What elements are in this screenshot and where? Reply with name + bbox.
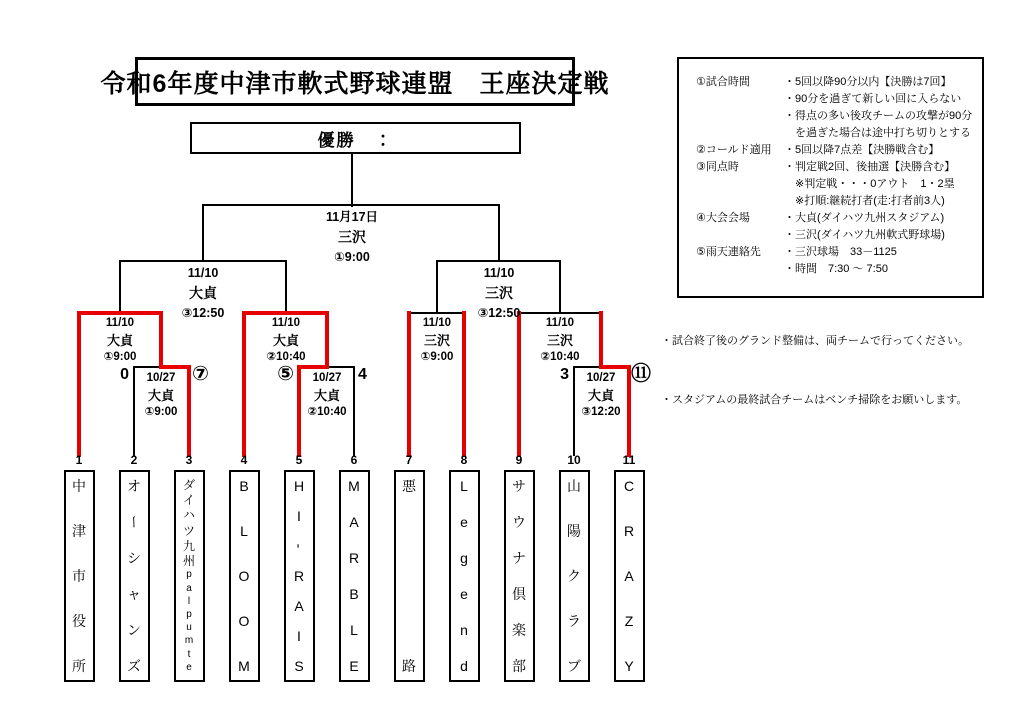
team-name-char: ナ bbox=[512, 550, 526, 566]
match-date: 10/27 bbox=[146, 372, 176, 384]
match-venue: 三沢 bbox=[485, 285, 513, 301]
score-game2-left: ⑤ bbox=[277, 363, 294, 385]
team-name-char: l bbox=[187, 595, 191, 607]
team-name-char: I bbox=[297, 508, 301, 524]
team-name-char: I bbox=[297, 628, 301, 644]
bracket-line bbox=[351, 152, 353, 207]
advance-line bbox=[517, 311, 521, 457]
team-name-char: m bbox=[184, 635, 194, 647]
bracket-line bbox=[436, 260, 438, 314]
team-name-char: 陽 bbox=[567, 523, 581, 539]
score-game2-right: 4 bbox=[358, 366, 367, 383]
team-column-10 bbox=[559, 452, 590, 682]
rule-line: ・得点の多い後攻チームの攻撃が90分 bbox=[784, 110, 973, 122]
bracket-line bbox=[285, 260, 287, 314]
advance-line bbox=[462, 311, 466, 457]
team-name-char: L bbox=[460, 478, 468, 494]
team-name-char: ラ bbox=[567, 613, 581, 629]
rule-label: ④大会会場 bbox=[696, 212, 750, 224]
team-name-char: n bbox=[460, 622, 468, 638]
team-seed: 1 bbox=[75, 453, 83, 467]
bracket-line bbox=[326, 366, 355, 368]
note-bench-cleaning: ・スタジアムの最終試合チームはベンチ掃除をお願いします。 bbox=[661, 394, 968, 406]
team-name-char: 倶 bbox=[512, 586, 526, 602]
bracket-line bbox=[559, 260, 561, 314]
match-date: 11/10 bbox=[422, 317, 452, 329]
team-name-char: サ bbox=[512, 478, 526, 494]
quarterfinal-4-label bbox=[540, 315, 579, 366]
team-name-char: ダ bbox=[182, 478, 195, 492]
rule-values bbox=[784, 74, 976, 142]
team-name-char: u bbox=[186, 622, 192, 634]
team-name-char: ブ bbox=[567, 658, 581, 674]
team-name-char: 路 bbox=[402, 658, 416, 674]
team-name-box bbox=[64, 470, 95, 682]
match-time: ③12:20 bbox=[581, 406, 621, 418]
rule-line: ・時間 7:30 ～ 7:50 bbox=[784, 263, 888, 275]
team-name-char: ク bbox=[567, 568, 581, 584]
team-name-box bbox=[119, 470, 150, 682]
match-time: ①9:00 bbox=[334, 250, 370, 264]
match-venue: 大貞 bbox=[106, 333, 134, 348]
score-game3-left: 3 bbox=[560, 366, 569, 383]
team-name-char: ズ bbox=[127, 658, 141, 674]
team-name-char: 州 bbox=[182, 554, 195, 569]
team-name-char: 山 bbox=[567, 478, 581, 494]
team-name-char: H bbox=[293, 478, 305, 494]
advance-line bbox=[242, 311, 246, 457]
advance-line bbox=[297, 365, 301, 457]
team-name-char: 楽 bbox=[512, 622, 526, 638]
rule-values bbox=[784, 210, 976, 244]
team-column-9 bbox=[504, 452, 535, 682]
team-name-char: Y bbox=[624, 658, 634, 674]
team-name-char: ャ bbox=[127, 586, 141, 602]
rule-label: ③同点時 bbox=[696, 161, 739, 173]
rule-values bbox=[784, 142, 976, 159]
team-name-char: ウ bbox=[512, 514, 526, 530]
firstround-2-label bbox=[307, 370, 346, 421]
rule-line: ・5回以降7点差【決勝戦含む】 bbox=[784, 144, 940, 156]
rules-box bbox=[677, 57, 984, 298]
team-name-char: 部 bbox=[512, 658, 526, 674]
rule-row bbox=[696, 74, 976, 142]
match-time: ①9:00 bbox=[420, 351, 454, 363]
team-name-char: B bbox=[239, 478, 249, 494]
team-name-char: d bbox=[460, 658, 468, 674]
advance-line bbox=[599, 311, 603, 369]
team-name-char: e bbox=[460, 514, 468, 530]
team-column-3 bbox=[174, 452, 205, 682]
match-venue: 大貞 bbox=[313, 388, 340, 403]
team-name-char: O bbox=[238, 613, 250, 629]
team-name-char: 九 bbox=[182, 538, 195, 553]
rule-line: ・判定戦2回、後抽選【決勝含む】 bbox=[784, 161, 956, 173]
team-name-box bbox=[339, 470, 370, 682]
semifinal-1-label bbox=[182, 263, 225, 323]
team-name-char: L bbox=[350, 622, 358, 638]
team-name-char: g bbox=[460, 550, 468, 566]
team-name-char: E bbox=[349, 658, 359, 674]
bracket-line bbox=[119, 260, 121, 314]
match-date: 11/10 bbox=[483, 266, 515, 280]
team-seed: 2 bbox=[130, 453, 138, 467]
match-time: ③12:50 bbox=[181, 306, 225, 320]
match-date: 11月17日 bbox=[325, 210, 379, 224]
rule-row bbox=[696, 244, 976, 278]
bracket-line bbox=[202, 204, 500, 206]
match-venue: 三沢 bbox=[546, 333, 573, 348]
team-name-box bbox=[284, 470, 315, 682]
team-name-char: R bbox=[293, 568, 305, 584]
team-column-2 bbox=[119, 452, 150, 682]
team-seed: 9 bbox=[515, 453, 523, 467]
rule-label: ⑤雨天連絡先 bbox=[696, 246, 761, 258]
team-name-char: R bbox=[623, 523, 635, 539]
team-name-box bbox=[174, 470, 205, 682]
firstround-1-label bbox=[145, 370, 178, 421]
rule-line: を過ぎた場合は途中打ち切りとする bbox=[784, 127, 971, 139]
rule-row bbox=[696, 159, 976, 210]
team-name-char: R bbox=[348, 550, 360, 566]
bracket-line bbox=[202, 204, 204, 262]
team-name-char: 悪 bbox=[402, 478, 416, 494]
rule-line: ・5回以降90分以内【決勝は7回】 bbox=[784, 76, 952, 88]
team-name-char: A bbox=[294, 598, 304, 614]
team-name-char: O bbox=[238, 568, 250, 584]
match-date: 10/27 bbox=[312, 372, 342, 384]
bracket-line bbox=[133, 366, 135, 456]
team-seed: 10 bbox=[567, 453, 581, 467]
quarterfinal-1-label bbox=[104, 315, 137, 366]
team-name-box bbox=[614, 470, 645, 682]
match-venue: 大貞 bbox=[587, 388, 614, 403]
advance-line bbox=[77, 311, 81, 457]
rule-line: ・90分を過ぎて新しい回に入らない bbox=[784, 93, 962, 105]
rule-line: ・三沢球場 33－1125 bbox=[784, 246, 897, 258]
team-name-char: C bbox=[623, 478, 635, 494]
team-name-box bbox=[449, 470, 480, 682]
team-seed: 7 bbox=[405, 453, 413, 467]
team-name-char: 役 bbox=[72, 613, 86, 629]
match-venue: 大貞 bbox=[189, 285, 217, 301]
bracket-line bbox=[573, 366, 575, 456]
team-name-char: ー bbox=[126, 515, 142, 529]
rule-line: ※打順:継続打者(走:打者前3人) bbox=[784, 195, 945, 207]
team-name-char: Z bbox=[624, 613, 634, 629]
rule-values bbox=[784, 159, 976, 210]
rule-values bbox=[784, 244, 976, 278]
bracket-line bbox=[498, 204, 500, 262]
team-seed: 6 bbox=[350, 453, 358, 467]
team-column-11 bbox=[614, 452, 645, 682]
bracket-line bbox=[436, 260, 561, 262]
team-name-char: t bbox=[187, 648, 191, 660]
match-time: ①9:00 bbox=[144, 406, 178, 418]
match-venue: 三沢 bbox=[338, 229, 366, 245]
bracket-line bbox=[518, 312, 602, 314]
rule-line: ※判定戦・・・0アウト 1・2塁 bbox=[784, 178, 955, 190]
rule-line: ・大貞(ダイハツ九州スタジアム) bbox=[784, 212, 945, 224]
team-seed: 8 bbox=[460, 453, 468, 467]
team-column-4 bbox=[229, 452, 260, 682]
score-game3-right: ⑪ bbox=[631, 363, 651, 385]
team-name-char: M bbox=[238, 658, 250, 674]
team-name-char: オ bbox=[127, 478, 141, 494]
rule-label: ②コールド適用 bbox=[696, 144, 772, 156]
team-name-char: p bbox=[186, 608, 192, 620]
team-name-char: L bbox=[240, 523, 248, 539]
match-venue: 大貞 bbox=[147, 388, 175, 403]
advance-line bbox=[325, 311, 329, 369]
team-name-char: e bbox=[186, 661, 192, 673]
match-venue: 三沢 bbox=[423, 333, 451, 348]
team-name-char: イ bbox=[182, 493, 195, 508]
team-name-box bbox=[504, 470, 535, 682]
rule-row bbox=[696, 142, 976, 159]
match-time: ②10:40 bbox=[540, 351, 580, 363]
team-name-char: p bbox=[186, 569, 192, 581]
match-time: ②10:40 bbox=[266, 351, 306, 363]
team-column-6 bbox=[339, 452, 370, 682]
team-name-char: シ bbox=[127, 550, 141, 566]
team-seed: 11 bbox=[622, 453, 636, 467]
quarterfinal-2-label bbox=[266, 315, 305, 366]
bracket-line bbox=[119, 260, 287, 262]
bracket-line bbox=[353, 366, 355, 456]
rule-row bbox=[696, 210, 976, 244]
team-seed: 5 bbox=[295, 453, 303, 467]
match-date: 11/10 bbox=[545, 317, 575, 329]
match-date: 11/10 bbox=[187, 266, 219, 280]
team-name-char: B bbox=[349, 586, 359, 602]
team-name-char: ン bbox=[127, 622, 141, 638]
team-name-box bbox=[394, 470, 425, 682]
team-column-7 bbox=[394, 452, 425, 682]
tournament-title: 令和6年度中津市軟式野球連盟 王座決定戦 bbox=[135, 57, 575, 106]
team-name-char: - bbox=[290, 543, 307, 549]
team-name-char: M bbox=[348, 478, 360, 494]
team-column-5 bbox=[284, 452, 315, 682]
team-name-char: e bbox=[460, 586, 468, 602]
match-time: ②10:40 bbox=[307, 406, 347, 418]
champion-box: 優勝 ： bbox=[190, 122, 521, 154]
bracket-line bbox=[573, 366, 602, 368]
team-name-box bbox=[229, 470, 260, 682]
note-ground-maintenance: ・試合終了後のグランド整備は、両チームで行ってください。 bbox=[661, 335, 969, 347]
final-match-label bbox=[326, 207, 378, 267]
match-date: 11/10 bbox=[105, 317, 135, 329]
team-name-char: 所 bbox=[72, 658, 86, 674]
team-name-box bbox=[559, 470, 590, 682]
bracket-line bbox=[408, 312, 465, 314]
match-date: 10/27 bbox=[586, 372, 616, 384]
team-name-char: 中 bbox=[72, 478, 86, 494]
team-name-char: A bbox=[349, 514, 359, 530]
team-seed: 3 bbox=[185, 453, 193, 467]
semifinal-2-label bbox=[478, 263, 521, 323]
match-venue: 大貞 bbox=[272, 333, 299, 348]
team-column-8 bbox=[449, 452, 480, 682]
team-name-char: ハ bbox=[182, 508, 195, 523]
advance-line bbox=[407, 311, 411, 457]
rule-line: ・三沢(ダイハツ九州軟式野球場) bbox=[784, 229, 945, 241]
match-time: ③12:50 bbox=[477, 306, 521, 320]
team-name-char: A bbox=[624, 568, 634, 584]
team-name-char: 津 bbox=[72, 523, 86, 539]
team-name-char: 市 bbox=[72, 568, 86, 584]
score-game1-right: ⑦ bbox=[192, 363, 209, 385]
advance-line bbox=[159, 311, 163, 369]
team-name-char: a bbox=[186, 582, 192, 594]
rule-label: ①試合時間 bbox=[696, 76, 750, 88]
team-name-char: ツ bbox=[182, 523, 195, 538]
score-game1-left: 0 bbox=[120, 366, 129, 383]
team-seed: 4 bbox=[240, 453, 248, 467]
team-name-char: S bbox=[294, 658, 304, 674]
match-date: 11/10 bbox=[271, 317, 301, 329]
quarterfinal-3-label bbox=[421, 315, 454, 366]
advance-line bbox=[187, 365, 191, 457]
team-column-1 bbox=[64, 452, 95, 682]
firstround-3-label bbox=[581, 370, 620, 421]
match-time: ①9:00 bbox=[103, 351, 137, 363]
